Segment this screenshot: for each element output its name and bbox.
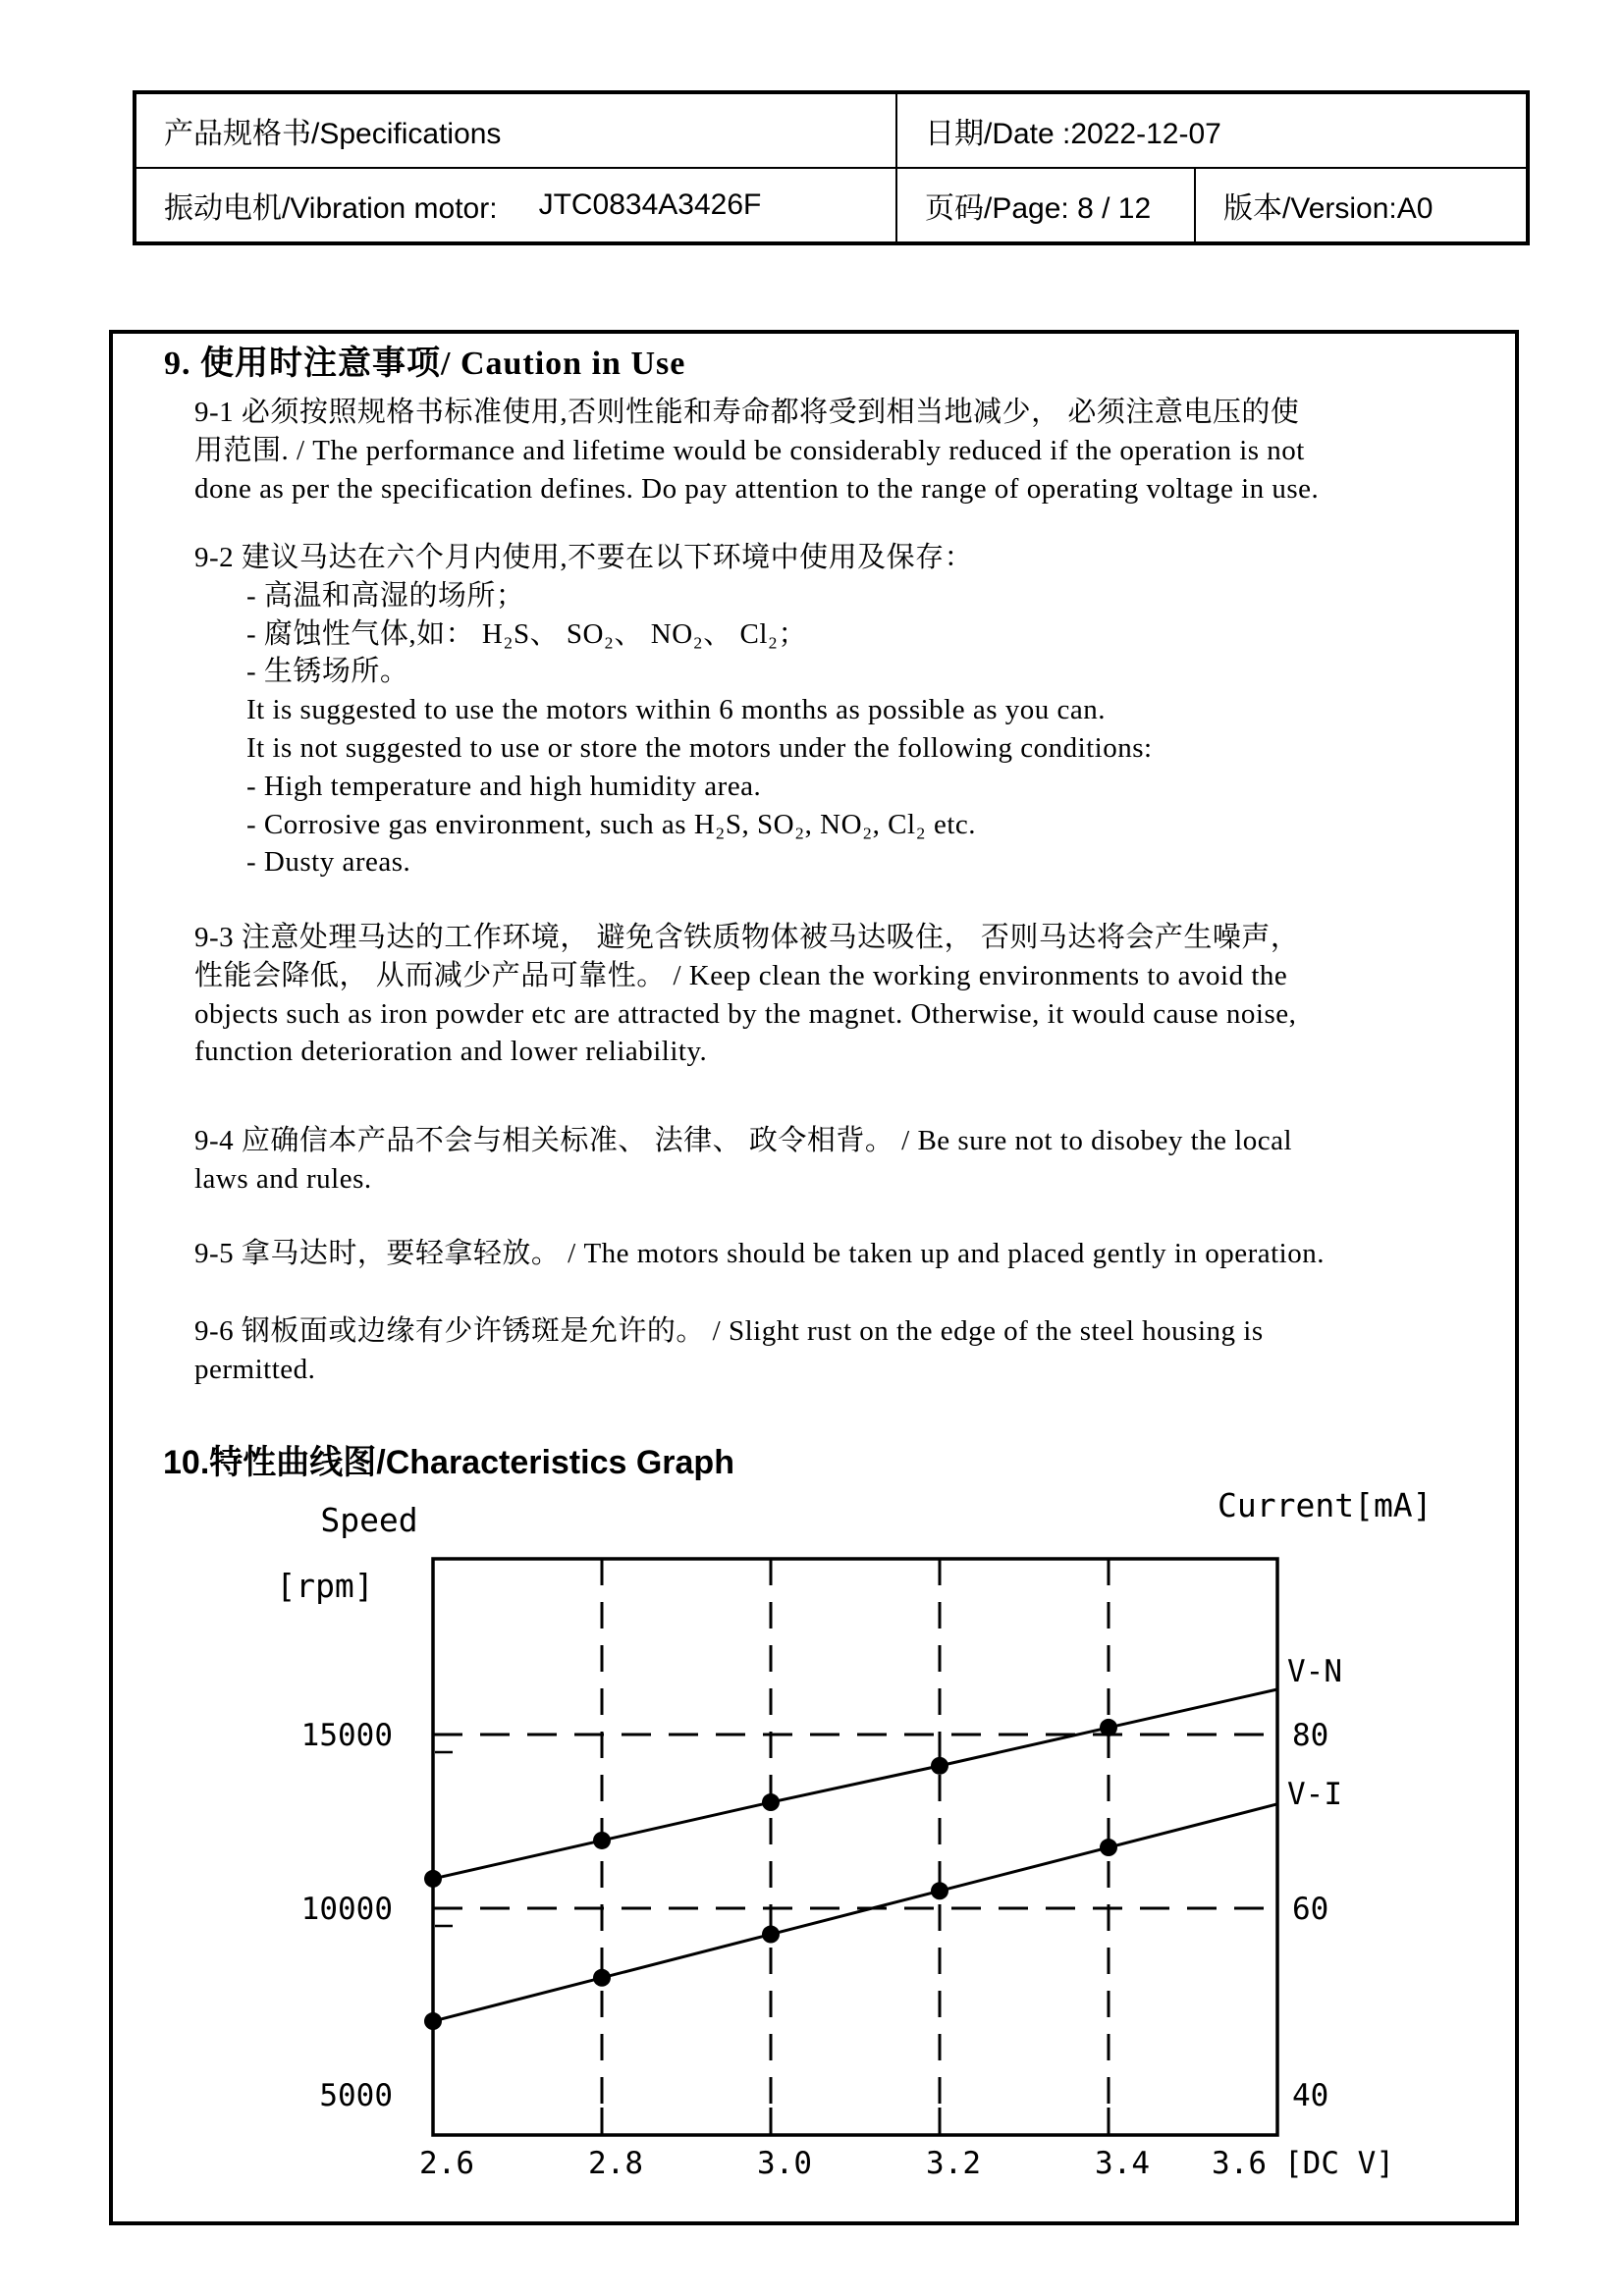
text-line: laws and rules. — [194, 1162, 372, 1195]
page-cell — [895, 169, 1194, 241]
paragraph-9-6 — [194, 1312, 1264, 1389]
paragraph-9-5 — [194, 1235, 1325, 1273]
text-line: - Corrosive gas environment, such as H₂S, SO₂, NO₂, Cl₂ etc. — [246, 808, 976, 840]
header-table — [133, 90, 1530, 245]
text-line: 用范围. / The performance and lifetime would be considerably reduced if the operation is not — [194, 434, 1305, 466]
svg-text:2.8: 2.8 — [588, 2146, 643, 2181]
version-value: 版本/Version:A0 — [1223, 192, 1434, 225]
svg-text:80: 80 — [1292, 1718, 1329, 1753]
text-line: - 高温和高湿的场所； — [246, 579, 525, 612]
section10-title: 10.特性曲线图/Characteristics Graph — [163, 1444, 734, 1481]
svg-text:60: 60 — [1292, 1892, 1329, 1927]
svg-text:3.0: 3.0 — [757, 2146, 812, 2181]
svg-text:15000: 15000 — [300, 1718, 393, 1753]
date-cell — [895, 94, 1526, 167]
svg-text:5000: 5000 — [319, 2078, 393, 2113]
text-line: 9-5 拿马达时，要轻拿轻放。 / The motors should be taken up and placed gently in operation. — [194, 1238, 1325, 1269]
text-line: objects such as iron powder etc are attracted by the magnet. Otherwise, it would cause noise, — [194, 997, 1297, 1030]
paragraph-9-1 — [194, 394, 1319, 507]
svg-text:[DC V]: [DC V] — [1284, 2146, 1394, 2181]
paragraph-9-3 — [194, 919, 1299, 1071]
svg-text:3.2: 3.2 — [926, 2146, 981, 2181]
version-cell — [1194, 169, 1526, 241]
characteristics-graph — [0, 1472, 1624, 2228]
text-line: 9-4 应确信本产品不会与相关标准、 法律、 政令相背。 / Be sure not to disobey the local — [194, 1125, 1293, 1156]
header-row-1 — [136, 94, 1526, 167]
text-line: 9-3 注意处理马达的工作环境， 避免含铁质物体被马达吸住， 否则马达将会产生噪声， — [194, 922, 1300, 953]
text-line: - 腐蚀性气体,如： H₂S、 SO₂、 NO₂、 Cl₂； — [246, 617, 808, 650]
motor-cell — [136, 169, 895, 241]
header-row-2 — [136, 167, 1526, 241]
spec-title: 产品规格书/Specifications — [164, 118, 502, 150]
page-number: 页码/Page: 8 / 12 — [925, 192, 1152, 225]
text-line: 9-1 必须按照规格书标准使用,否则性能和寿命都将受到相当地减少， 必须注意电压的使 — [194, 397, 1300, 428]
text-line: 9-6 钢板面或边缘有少许锈斑是允许的。 / Slight rust on the edge of the steel housing is — [194, 1315, 1264, 1347]
svg-text:V-I: V-I — [1287, 1776, 1342, 1812]
paragraph-9-4 — [194, 1122, 1292, 1199]
svg-text:Current[mA]: Current[mA] — [1218, 1486, 1433, 1524]
svg-text:10000: 10000 — [300, 1892, 393, 1927]
svg-text:3.4: 3.4 — [1095, 2146, 1150, 2181]
text-line: done as per the specification defines. Do pay attention to the range of operating voltage in use. — [194, 472, 1320, 505]
spec-title-cell — [136, 94, 895, 167]
characteristics-graph-svg — [0, 1472, 1624, 2228]
text-line: function deterioration and lower reliability. — [194, 1036, 708, 1068]
text-line: It is not suggested to use or store the motors under the following conditions: — [246, 731, 1153, 764]
motor-model: JTC0834A3426F — [538, 188, 762, 221]
text-line: - 生锈场所。 — [246, 656, 409, 688]
text-line: - Dusty areas. — [246, 846, 411, 879]
motor-label: 振动电机/Vibration motor: — [164, 192, 498, 225]
section9-title: 9. 使用时注意事项/ Caution in Use — [164, 346, 686, 382]
paragraph-9-2 — [194, 539, 1153, 881]
text-line: permitted. — [194, 1353, 316, 1385]
svg-text:2.6: 2.6 — [419, 2146, 474, 2181]
svg-text:40: 40 — [1292, 2078, 1329, 2113]
text-line: - High temperature and high humidity area. — [246, 770, 762, 802]
svg-text:3.6: 3.6 — [1212, 2146, 1267, 2181]
text-line: 性能会降低， 从而减少产品可靠性。 / Keep clean the working environments to avoid the — [194, 959, 1288, 991]
svg-text:Speed: Speed — [320, 1501, 418, 1539]
date-value: 日期/Date :2022-12-07 — [925, 118, 1221, 150]
svg-text:V-N: V-N — [1287, 1653, 1342, 1689]
svg-text:[rpm]: [rpm] — [276, 1567, 374, 1605]
text-line: 9-2 建议马达在六个月内使用,不要在以下环境中使用及保存： — [194, 542, 974, 573]
text-line: It is suggested to use the motors within 6 months as possible as you can. — [246, 694, 1107, 726]
